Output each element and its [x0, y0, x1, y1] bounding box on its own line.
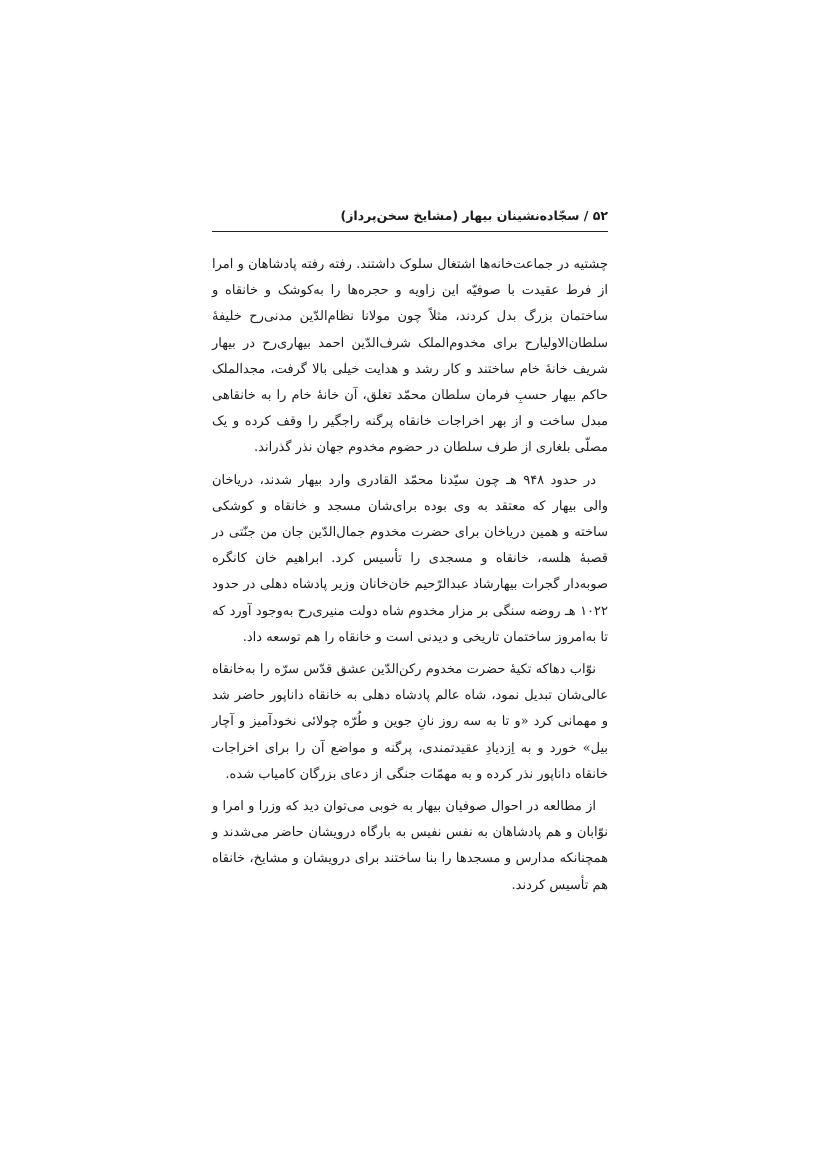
paragraph-1: چشتیه در جماعت‌خانه‌ها اشتغال سلوک داشتند. رفته رفته پادشاهان و امرا از فرط عقیدت با صوفیّه این زاویه و حجره‌ها را به‌کوشک و خانقاه و ساختمان بزرگ بدل کردند، مثلاً چون مولانا نظام‌الدّین مدنی‌رح خلیفهٔ سلطان‌الاولیارح برای مخدوم‌الملک شرف‌الدّین احمد بیهاری‌رح در بیهار شریف خانهٔ خام ساختند و کار رشد و هدایت خیلی بالا گرفت، مجدالملک حاکم بیهار حسبِ فرمان سلطان محمّد تغلق، آن خانهٔ خام را به خانقاهی مبدل ساخت و از بهر اخراجات خانقاه پرگنه راجگیر را وقف کرده و یک مصلّی بلغاری از طرف سلطان در حضوم مخدوم جهان نذر گذراند.: [212, 257, 608, 456]
header-divider: [212, 231, 608, 232]
paragraph-4: از مطالعه در احوال صوفیان بیهار به خوبی می‌توان دید که وزرا و امرا و نوّابان و هم پادشاهان به نفس نفیس به بارگاه درویشان حاضر می‌شدند و همچنانکه مدارس و مسجدها را بنا ساختند برای درویشان و مشایخ، خانقاه هم تأسیس کردند.: [212, 799, 608, 893]
paragraph-3: نوّاب دهاکه تکیهٔ حضرت مخدوم رکن‌الدّین عشق قدّس سرّه را به‌خانقاه عالی‌شان تبدیل نمود، شاه عالم پادشاه دهلی به خانقاه داناپور حاضر شد و مهمانی کرد «و تا به سه روز نانِ جوین و طُرّه چولائی نخودآمیز و آچار بیل» خورد و به اِزدیادِ عقیدتمندی، پرگنه و مواضع آن را برای اخراجات خانقاه داناپور نذر کرده و به مهمّات جنگی از دعای بزرگان کامیاب شده.: [212, 662, 608, 782]
running-header: ۵۲ / سجّاده‌نشینان بیهار (مشایخ سخن‌پرداز): [340, 208, 608, 223]
paragraph-2: در حدود ۹۴۸ هـ چون سیّدنا محمّد القادری وارد بیهار شدند، دریاخان والی بیهار که معتقد به وی بوده برای‌شان مسجد و خانقاه و کوشکی ساخته و همین دریاخان برای حضرت مخدوم جمال‌الدّین جان من جنّتی در قصبهٔ هلسه، خانقاه و مسجدی را تأسیس کرد. ابراهیم خان کانگره صوبه‌دار گجرات بیهارشاد عبدالرّحیم خان‌خانان وزیر پادشاه دهلی در حدود ۱۰۲۲ هـ روضه سنگی بر مزار مخدوم شاه دولت منیری‌رح به‌وجود آورد که تا به‌امروز ساختمان تاریخی و دیدنی است و خانقاه را هم توسعه داد.: [212, 472, 608, 645]
body-text: [212, 252, 608, 905]
